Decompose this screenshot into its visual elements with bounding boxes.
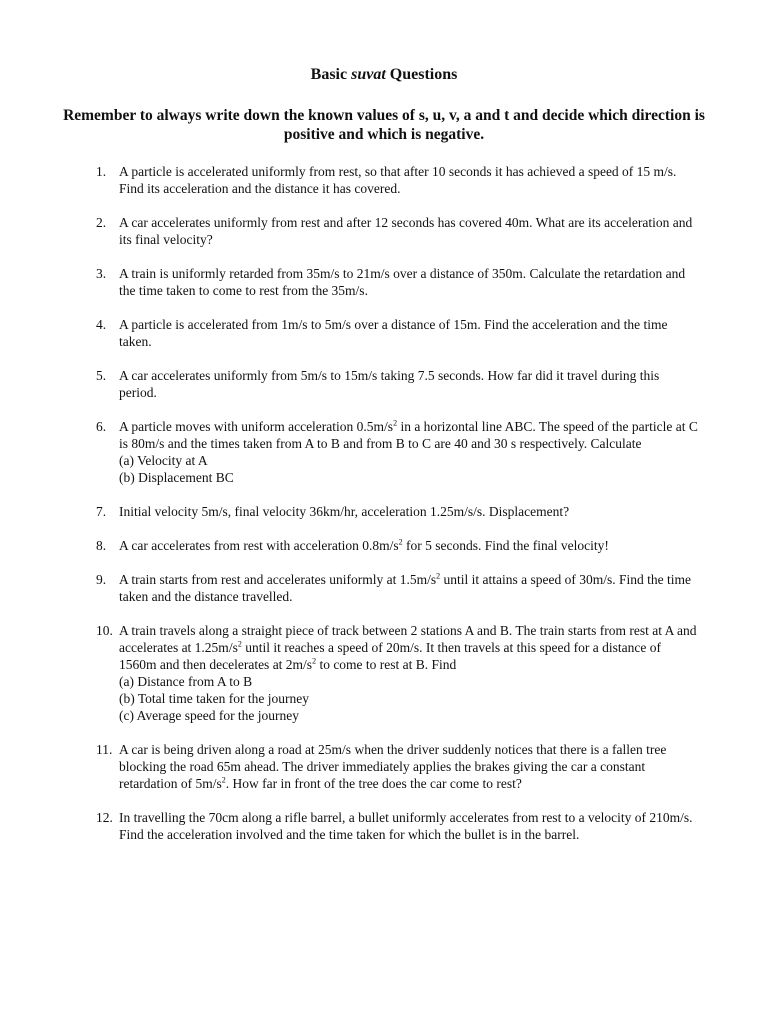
- question-item: [0, 571, 699, 605]
- superscript: 2: [237, 639, 242, 649]
- question-text: [119, 266, 685, 298]
- question-item: [0, 316, 699, 350]
- text-segment: A particle is accelerated uniformly from rest, so that after 10 seconds it has achieved a speed of 15 m/s. Find its acceleration and the distance it has covered.: [119, 164, 677, 196]
- question-subpart: (b) Displacement BC: [119, 470, 234, 485]
- question-text: [119, 215, 692, 247]
- question-subpart: (a) Velocity at A: [119, 453, 208, 468]
- text-segment: until it attains a speed of 30m/s. Find the time taken and the distance travelled.: [119, 572, 692, 604]
- question-item: [0, 265, 699, 299]
- text-segment: for 5 seconds. Find the final velocity!: [402, 538, 609, 553]
- page-title: [0, 66, 768, 84]
- question-subpart: (c) Average speed for the journey: [119, 708, 300, 723]
- text-segment: . How far in front of the tree does the car come to rest?: [225, 776, 522, 791]
- question-item: [0, 809, 699, 843]
- text-segment: A particle moves with uniform acceleration 0.5m/s: [119, 419, 394, 434]
- question-number: 8.: [96, 538, 107, 553]
- question-number: 12.: [96, 810, 113, 825]
- question-item: [0, 418, 699, 486]
- text-segment: to come to rest at B. Find: [316, 657, 457, 672]
- text-segment: A particle is accelerated from 1m/s to 5m/s over a distance of 15m. Find the acceleration and the time taken.: [119, 317, 668, 349]
- question-number: 11.: [96, 742, 113, 757]
- question-number: 10.: [96, 623, 113, 638]
- question-number: 2.: [96, 215, 107, 230]
- superscript: 2: [398, 537, 403, 547]
- text-segment: A car accelerates uniformly from 5m/s to 15m/s taking 7.5 seconds. How far did it travel during this period.: [119, 368, 660, 400]
- question-item: [0, 503, 699, 520]
- question-text: [119, 164, 676, 196]
- question-number: 9.: [96, 572, 107, 587]
- question-text: [119, 742, 666, 791]
- question-number: 4.: [96, 317, 107, 332]
- text-segment: in a horizontal line ABC. The speed of the particle at C is 80m/s and the times taken from A to B and from B to C are 40 and 30 s respectively. Calculate: [119, 419, 698, 451]
- title-post: Questions: [385, 66, 458, 83]
- question-text: [119, 368, 659, 400]
- text-segment: A car accelerates from rest with acceleration 0.8m/s: [119, 538, 399, 553]
- question-number: 1.: [96, 164, 107, 179]
- question-text: [119, 810, 693, 842]
- text-segment: A car is being driven along a road at 25m/s when the driver suddenly notices that there is a fallen tree blocking the road 65m ahead. The driver immediately applies the brakes giving the car a constant retardation of 5m/s: [119, 742, 667, 791]
- question-subpart: (a) Distance from A to B: [119, 674, 253, 689]
- instructions: Remember to always write down the known values of s, u, v, a and t and decide which direction is positive and which is negative.: [63, 107, 705, 143]
- question-number: 5.: [96, 368, 107, 383]
- question-item: [0, 214, 699, 248]
- text-segment: A train starts from rest and accelerates uniformly at 1.5m/s: [119, 572, 437, 587]
- question-text: [119, 572, 691, 604]
- question-text: [119, 419, 698, 451]
- question-subpart: (b) Total time taken for the journey: [119, 691, 309, 706]
- question-number: 6.: [96, 419, 107, 434]
- text-segment: Initial velocity 5m/s, final velocity 36km/hr, acceleration 1.25m/s/s. Displacement?: [119, 504, 570, 519]
- text-segment: until it reaches a speed of 20m/s. It then travels at this speed for a distance of 1560m and then decelerates at 2m/s: [119, 640, 661, 672]
- question-list: [0, 163, 768, 860]
- question-text: [119, 317, 667, 349]
- superscript: 2: [393, 418, 398, 428]
- title-pre: Basic: [310, 66, 352, 83]
- text-segment: A train is uniformly retarded from 35m/s to 21m/s over a distance of 350m. Calculate the retardation and the time taken to come to rest from the 35m/s.: [119, 266, 686, 298]
- question-item: [0, 741, 699, 792]
- question-number: 7.: [96, 504, 107, 519]
- question-item: [0, 367, 699, 401]
- superscript: 2: [436, 571, 441, 581]
- question-item: [0, 537, 699, 554]
- question-text: [119, 623, 696, 672]
- superscript: 2: [312, 656, 317, 666]
- question-item: [0, 622, 699, 724]
- question-item: [0, 163, 699, 197]
- question-text: [119, 504, 569, 519]
- text-segment: In travelling the 70cm along a rifle barrel, a bullet uniformly accelerates from rest to a velocity of 210m/s. Find the acceleration involved and the time taken for which the bullet is in the barrel.: [119, 810, 693, 842]
- question-number: 3.: [96, 266, 107, 281]
- question-text: [119, 538, 609, 553]
- title-italic: suvat: [351, 66, 386, 83]
- text-segment: A car accelerates uniformly from rest and after 12 seconds has covered 40m. What are its acceleration and its final velocity?: [119, 215, 693, 247]
- text-segment: A train travels along a straight piece of track between 2 stations A and B. The train starts from rest at A and accelerates at 1.25m/s: [119, 623, 697, 655]
- superscript: 2: [221, 775, 226, 785]
